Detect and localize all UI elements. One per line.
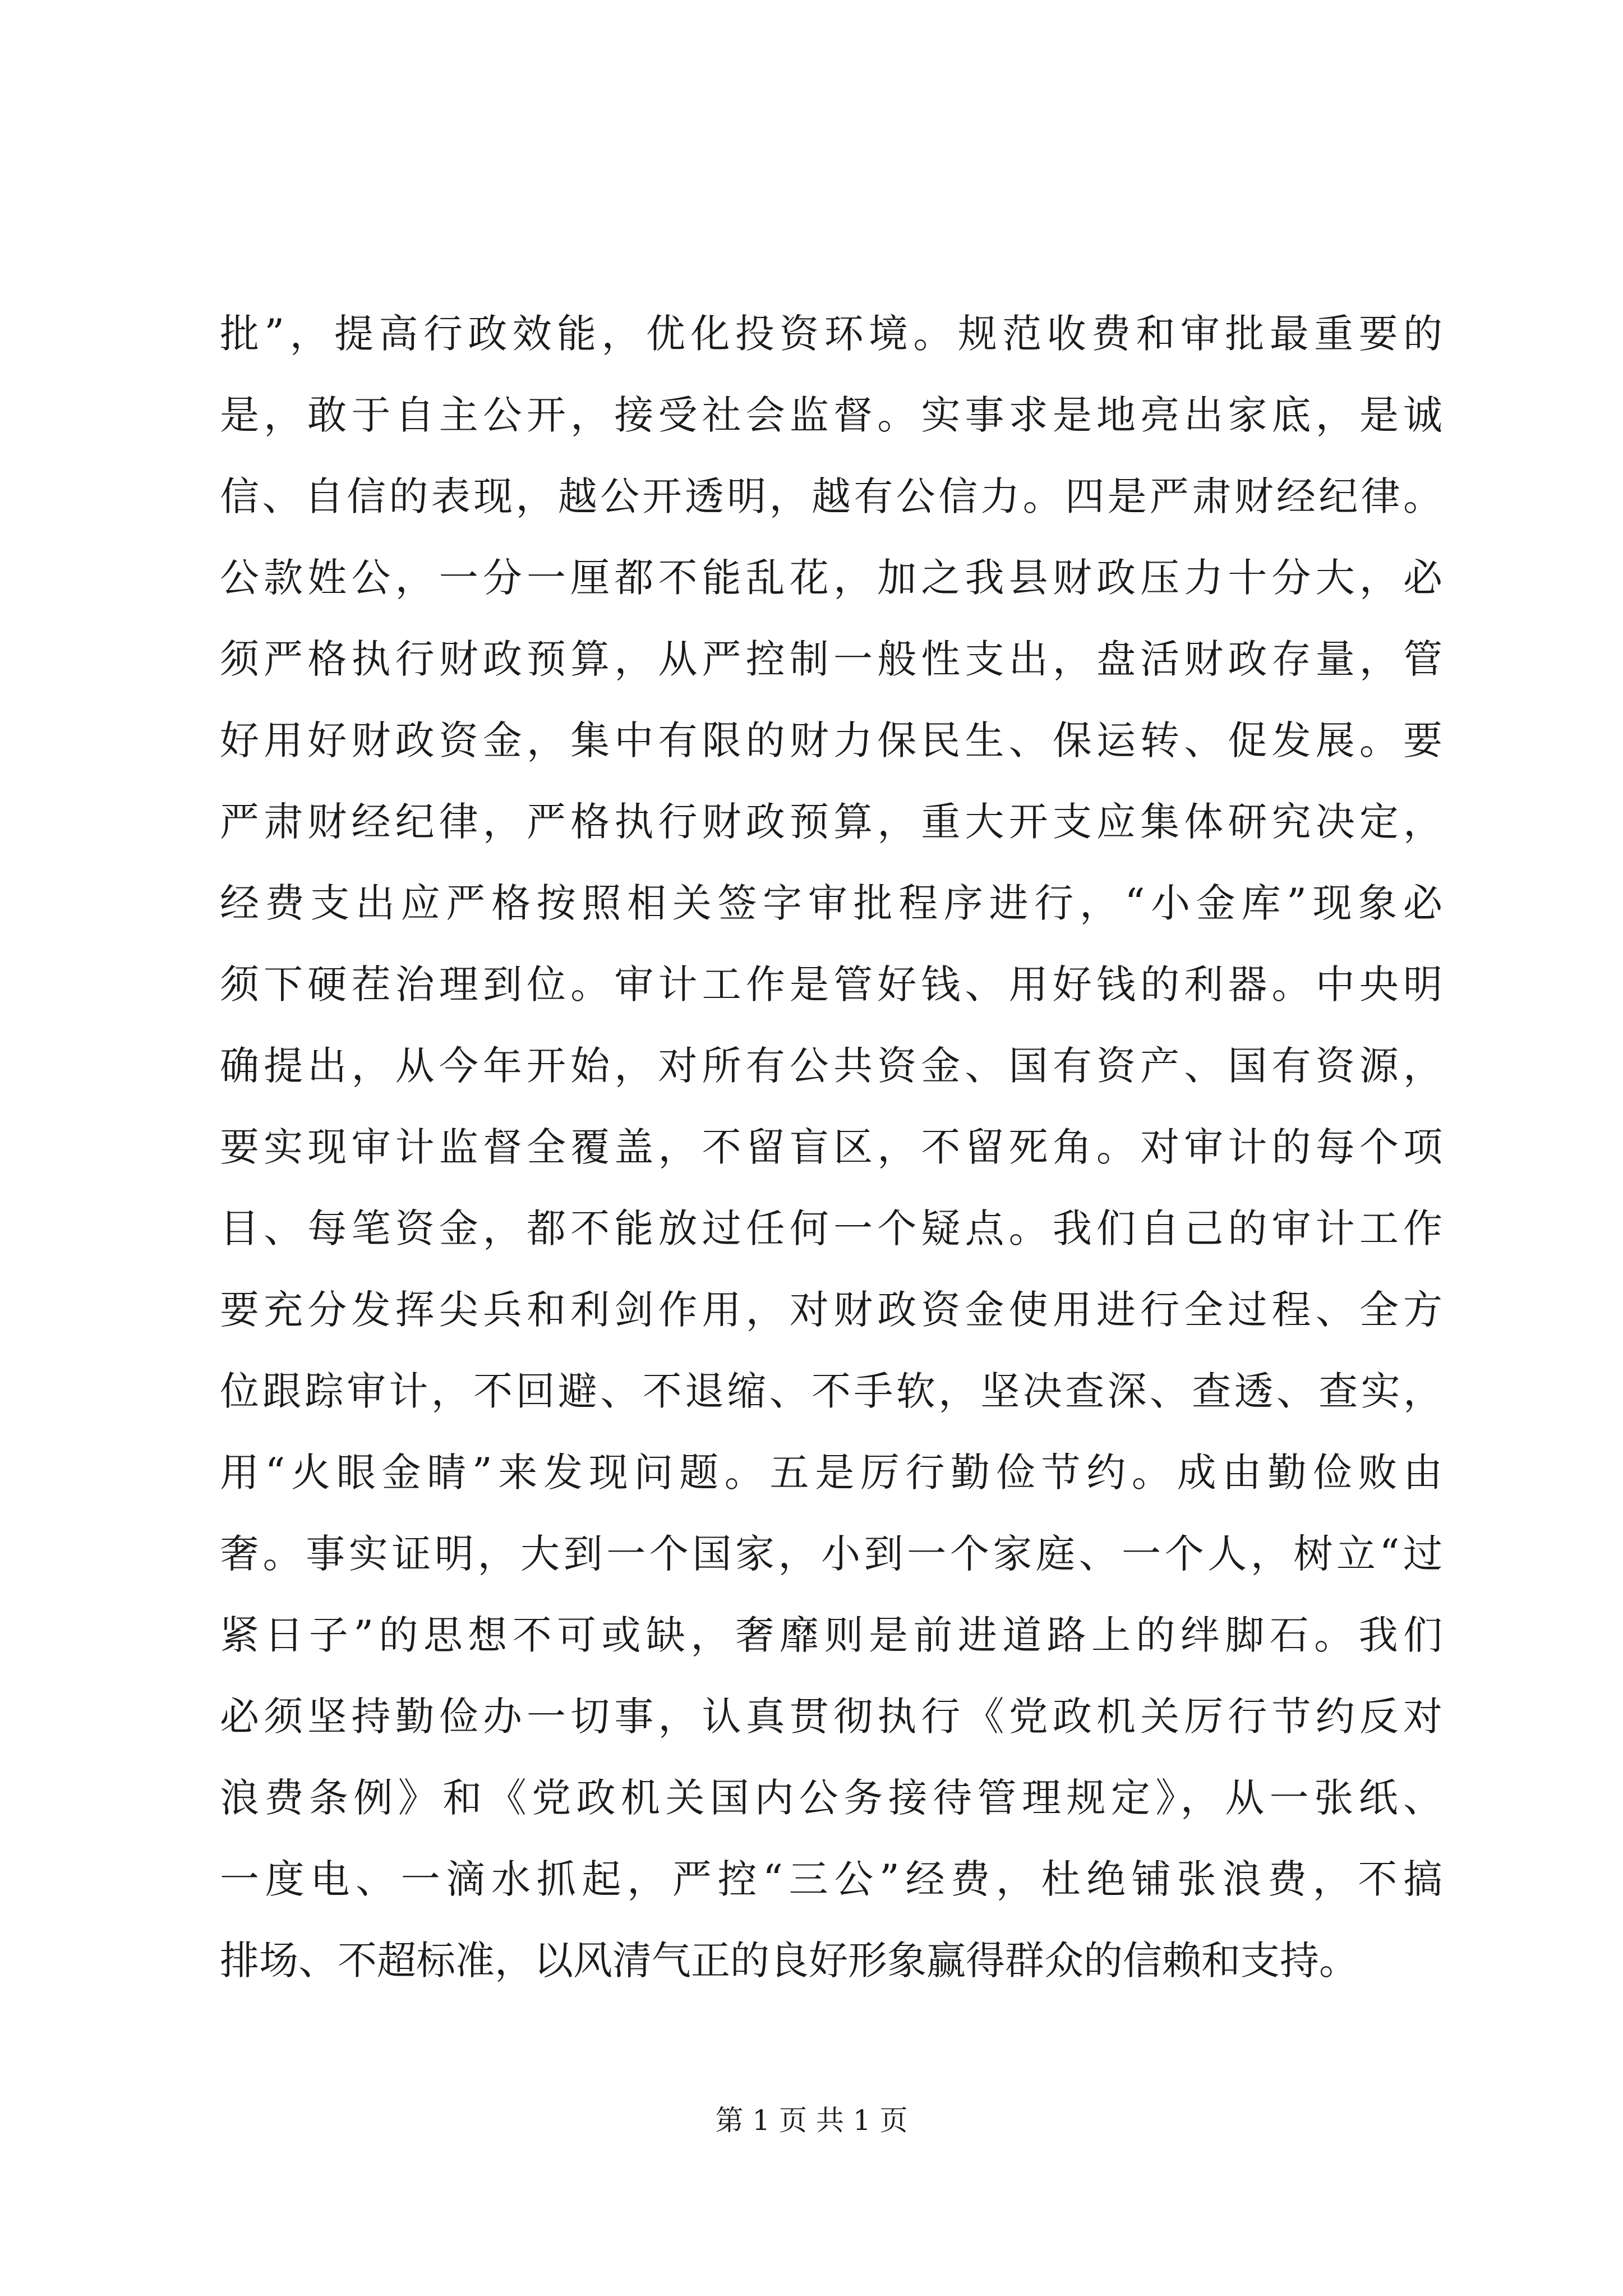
text-line: 奢。事实证明，大到一个国家，小到一个家庭、一个人，树立“过 [220,1531,1442,1577]
text-line: 批”，提高行政效能，优化投资环境。规范收费和审批最重要的 [220,311,1442,357]
text-line: 一度电、一滴水抓起，严控“三公”经费，杜绝铺张浪费，不搞 [220,1856,1442,1902]
text-line: 确提出，从今年开始，对所有公共资金、国有资产、国有资源， [220,1043,1442,1089]
text-line: 要实现审计监督全覆盖，不留盲区，不留死角。对审计的每个项 [220,1124,1442,1170]
text-line: 经费支出应严格按照相关签字审批程序进行，“小金库”现象必 [220,880,1442,926]
text-line: 须下硬茬治理到位。审计工作是管好钱、用好钱的利器。中央明 [220,961,1442,1007]
page-number-footer: 第 1 页 共 1 页 [715,2104,908,2137]
text-line: 要充分发挥尖兵和利剑作用，对财政资金使用进行全过程、全方 [220,1287,1442,1333]
text-line: 严肃财经纪律，严格执行财政预算，重大开支应集体研究决定， [220,799,1442,845]
text-line: 好用好财政资金，集中有限的财力保民生、保运转、促发展。要 [220,717,1442,763]
text-line: 是，敢于自主公开，接受社会监督。实事求是地亮出家底，是诚 [220,392,1442,438]
text-line: 公款姓公，一分一厘都不能乱花，加之我县财政压力十分大，必 [220,555,1442,601]
text-line: 紧日子”的思想不可或缺，奢靡则是前进道路上的绊脚石。我们 [220,1612,1442,1658]
text-line: 必须坚持勤俭办一切事，认真贯彻执行《党政机关厉行节约反对 [220,1694,1442,1740]
text-line: 位跟踪审计，不回避、不退缩、不手软，坚决查深、查透、查实， [220,1368,1442,1414]
text-line: 用“火眼金睛”来发现问题。五是厉行勤俭节约。成由勤俭败由 [220,1450,1442,1496]
text-line: 信、自信的表现，越公开透明，越有公信力。四是严肃财经纪律。 [220,473,1442,519]
text-line: 排场、不超标准，以风清气正的良好形象赢得群众的信赖和支持。 [220,1938,1358,1984]
text-line: 须严格执行财政预算，从严控制一般性支出，盘活财政存量，管 [220,636,1442,682]
text-line: 目、每笔资金，都不能放过任何一个疑点。我们自己的审计工作 [220,1205,1442,1251]
text-line: 浪费条例》和《党政机关国内公务接待管理规定》，从一张纸、 [220,1775,1442,1821]
